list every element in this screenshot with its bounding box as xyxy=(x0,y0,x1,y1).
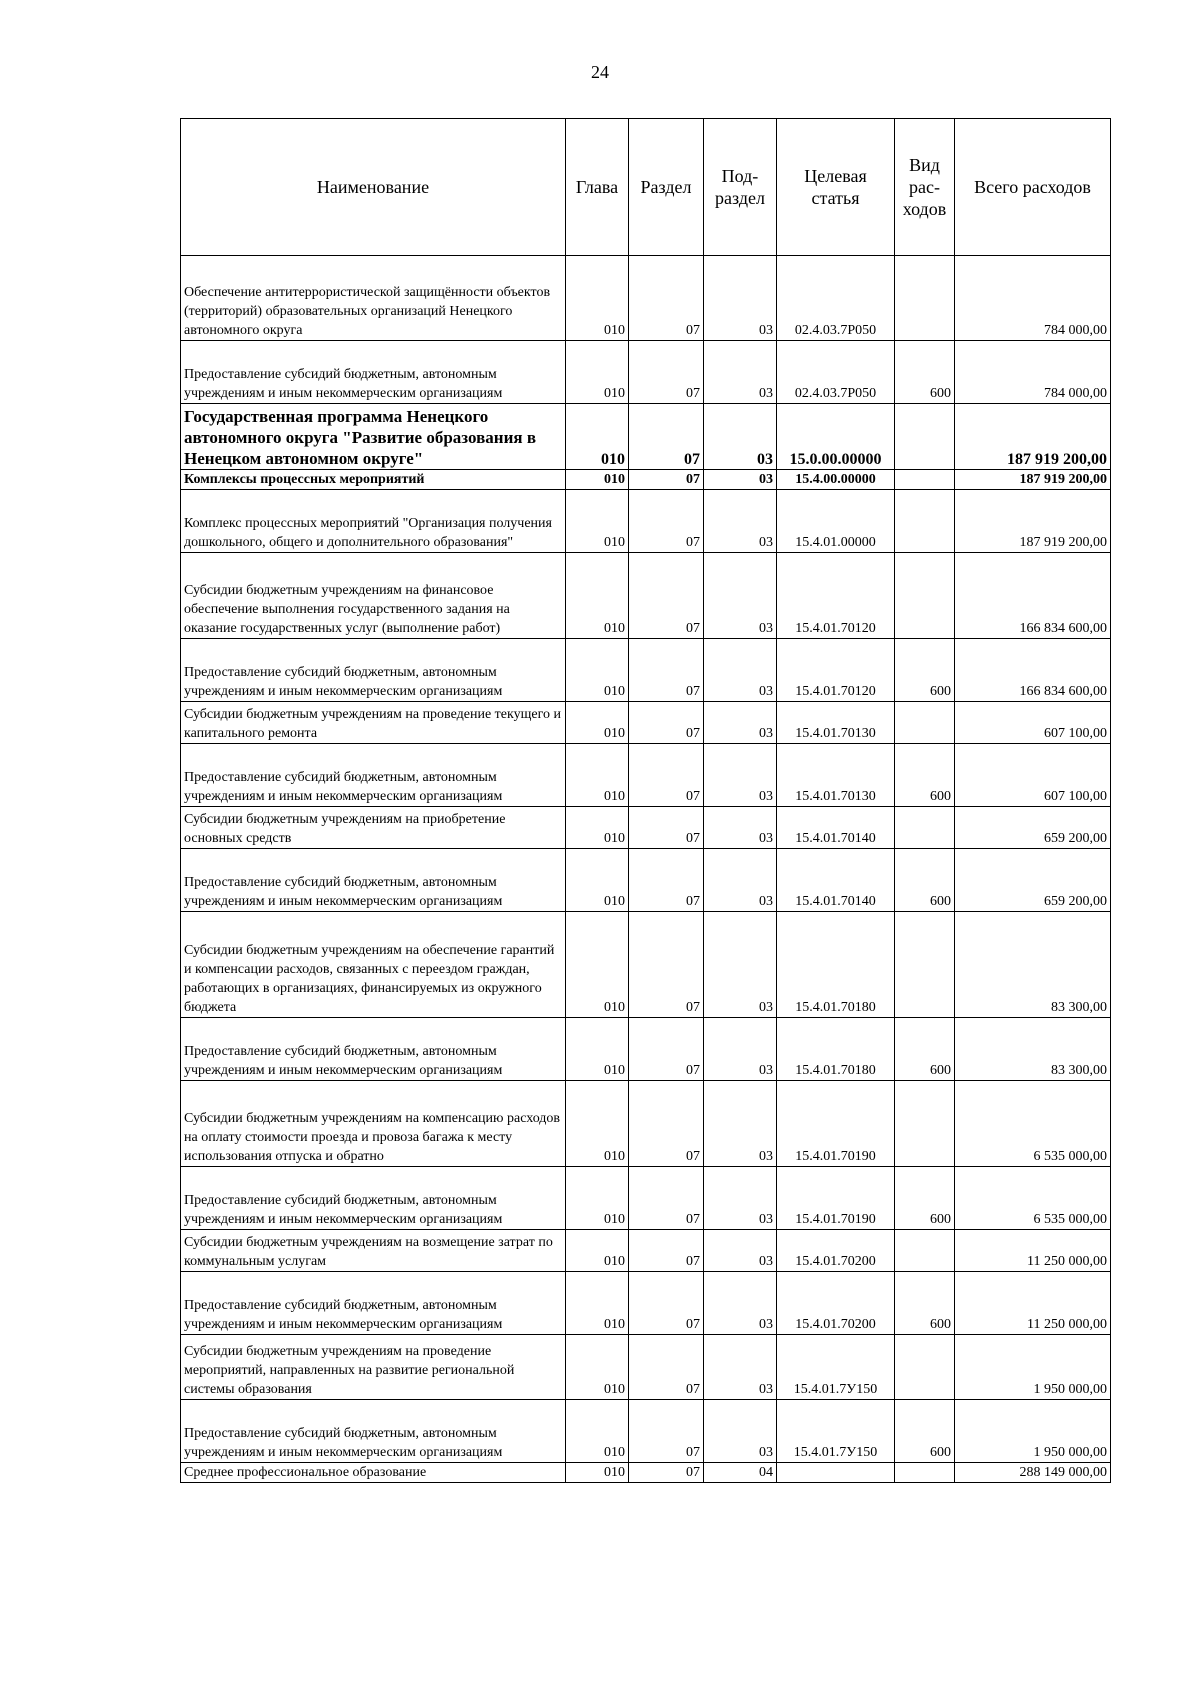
row-name: Субсидии бюджетным учреждениям на возмещение затрат по коммунальным услугам xyxy=(181,1230,566,1272)
row-kind: 600 xyxy=(895,1272,955,1335)
row-chapter: 010 xyxy=(566,404,629,470)
row-name: Предоставление субсидий бюджетным, автономным учреждениям и иным некоммерческим организациям xyxy=(181,1400,566,1463)
row-kind: 600 xyxy=(895,1167,955,1230)
table-row xyxy=(181,1400,1111,1463)
row-chapter: 010 xyxy=(566,490,629,553)
header-total: Всего расходов xyxy=(955,119,1111,256)
table-row xyxy=(181,1335,1111,1400)
row-kind xyxy=(895,807,955,849)
row-target: 15.4.01.70180 xyxy=(777,912,895,1018)
row-subsection: 03 xyxy=(704,404,777,470)
row-chapter: 010 xyxy=(566,256,629,341)
table-row xyxy=(181,1463,1111,1483)
row-kind: 600 xyxy=(895,341,955,404)
row-target: 02.4.03.7Р050 xyxy=(777,256,895,341)
row-total: 659 200,00 xyxy=(955,807,1111,849)
row-section: 07 xyxy=(629,639,704,702)
row-total: 187 919 200,00 xyxy=(955,404,1111,470)
row-name: Предоставление субсидий бюджетным, автономным учреждениям и иным некоммерческим организациям xyxy=(181,1167,566,1230)
row-kind: 600 xyxy=(895,1400,955,1463)
row-target: 15.4.01.70140 xyxy=(777,849,895,912)
table-header-row xyxy=(181,119,1111,256)
row-name: Государственная программа Ненецкого автономного округа "Развитие образования в Ненецком автономном округе" xyxy=(181,404,566,470)
row-target: 02.4.03.7Р050 xyxy=(777,341,895,404)
header-subsection: Под-раздел xyxy=(704,119,777,256)
row-target: 15.4.01.70140 xyxy=(777,807,895,849)
row-chapter: 010 xyxy=(566,912,629,1018)
row-name: Комплексы процессных мероприятий xyxy=(181,470,566,490)
row-kind xyxy=(895,553,955,639)
row-section: 07 xyxy=(629,744,704,807)
row-name: Среднее профессиональное образование xyxy=(181,1463,566,1483)
row-chapter: 010 xyxy=(566,1081,629,1167)
row-kind xyxy=(895,1463,955,1483)
row-section: 07 xyxy=(629,1018,704,1081)
row-subsection: 03 xyxy=(704,1272,777,1335)
header-name: Наименование xyxy=(181,119,566,256)
row-subsection: 03 xyxy=(704,1081,777,1167)
row-target: 15.4.00.00000 xyxy=(777,470,895,490)
row-name: Предоставление субсидий бюджетным, автономным учреждениям и иным некоммерческим организациям xyxy=(181,1272,566,1335)
table-row xyxy=(181,1018,1111,1081)
row-chapter: 010 xyxy=(566,744,629,807)
row-section: 07 xyxy=(629,490,704,553)
row-total: 607 100,00 xyxy=(955,744,1111,807)
row-target xyxy=(777,1463,895,1483)
table-row xyxy=(181,849,1111,912)
row-chapter: 010 xyxy=(566,341,629,404)
row-total: 11 250 000,00 xyxy=(955,1230,1111,1272)
row-kind xyxy=(895,912,955,1018)
row-chapter: 010 xyxy=(566,639,629,702)
table-row xyxy=(181,256,1111,341)
row-name: Предоставление субсидий бюджетным, автономным учреждениям и иным некоммерческим организациям xyxy=(181,639,566,702)
row-kind xyxy=(895,1335,955,1400)
row-kind: 600 xyxy=(895,744,955,807)
row-section: 07 xyxy=(629,702,704,744)
row-name: Субсидии бюджетным учреждениям на проведение текущего и капитального ремонта xyxy=(181,702,566,744)
row-target: 15.4.01.70180 xyxy=(777,1018,895,1081)
row-name: Субсидии бюджетным учреждениям на финансовое обеспечение выполнения государственного задания на оказание государственных услуг (выполнение работ) xyxy=(181,553,566,639)
row-target: 15.4.01.70200 xyxy=(777,1230,895,1272)
row-section: 07 xyxy=(629,470,704,490)
row-kind xyxy=(895,1081,955,1167)
row-subsection: 03 xyxy=(704,553,777,639)
row-target: 15.4.01.70200 xyxy=(777,1272,895,1335)
row-subsection: 03 xyxy=(704,1230,777,1272)
row-subsection: 03 xyxy=(704,490,777,553)
row-total: 784 000,00 xyxy=(955,341,1111,404)
table-row xyxy=(181,639,1111,702)
table-row xyxy=(181,702,1111,744)
row-target: 15.4.01.70130 xyxy=(777,702,895,744)
page-number: 24 xyxy=(591,62,609,82)
budget-table xyxy=(180,118,1111,1483)
row-name: Субсидии бюджетным учреждениям на проведение мероприятий, направленных на развитие региональной системы образования xyxy=(181,1335,566,1400)
row-total: 784 000,00 xyxy=(955,256,1111,341)
row-total: 83 300,00 xyxy=(955,912,1111,1018)
header-chapter: Глава xyxy=(566,119,629,256)
row-kind xyxy=(895,1230,955,1272)
row-total: 6 535 000,00 xyxy=(955,1081,1111,1167)
row-section: 07 xyxy=(629,1167,704,1230)
row-name: Предоставление субсидий бюджетным, автономным учреждениям и иным некоммерческим организациям xyxy=(181,341,566,404)
row-subsection: 03 xyxy=(704,470,777,490)
table-row xyxy=(181,807,1111,849)
row-total: 607 100,00 xyxy=(955,702,1111,744)
row-target: 15.4.01.70120 xyxy=(777,553,895,639)
row-total: 11 250 000,00 xyxy=(955,1272,1111,1335)
row-chapter: 010 xyxy=(566,470,629,490)
row-section: 07 xyxy=(629,912,704,1018)
row-section: 07 xyxy=(629,553,704,639)
row-subsection: 03 xyxy=(704,1018,777,1081)
row-total: 83 300,00 xyxy=(955,1018,1111,1081)
row-chapter: 010 xyxy=(566,1463,629,1483)
row-name: Предоставление субсидий бюджетным, автономным учреждениям и иным некоммерческим организациям xyxy=(181,849,566,912)
row-subsection: 04 xyxy=(704,1463,777,1483)
row-subsection: 03 xyxy=(704,1335,777,1400)
table-row xyxy=(181,1272,1111,1335)
row-chapter: 010 xyxy=(566,1018,629,1081)
table-row xyxy=(181,1230,1111,1272)
row-subsection: 03 xyxy=(704,639,777,702)
header-section: Раздел xyxy=(629,119,704,256)
row-total: 288 149 000,00 xyxy=(955,1463,1111,1483)
row-name: Предоставление субсидий бюджетным, автономным учреждениям и иным некоммерческим организациям xyxy=(181,1018,566,1081)
row-section: 07 xyxy=(629,1335,704,1400)
table-row xyxy=(181,490,1111,553)
row-total: 1 950 000,00 xyxy=(955,1335,1111,1400)
row-kind xyxy=(895,256,955,341)
row-subsection: 03 xyxy=(704,702,777,744)
row-kind xyxy=(895,490,955,553)
row-name: Субсидии бюджетным учреждениям на приобретение основных средств xyxy=(181,807,566,849)
table-row xyxy=(181,912,1111,1018)
row-target: 15.4.01.70130 xyxy=(777,744,895,807)
row-kind: 600 xyxy=(895,849,955,912)
row-total: 1 950 000,00 xyxy=(955,1400,1111,1463)
row-chapter: 010 xyxy=(566,1272,629,1335)
row-kind xyxy=(895,404,955,470)
row-total: 187 919 200,00 xyxy=(955,490,1111,553)
row-subsection: 03 xyxy=(704,1400,777,1463)
row-chapter: 010 xyxy=(566,1167,629,1230)
row-subsection: 03 xyxy=(704,341,777,404)
row-subsection: 03 xyxy=(704,1167,777,1230)
row-section: 07 xyxy=(629,341,704,404)
row-chapter: 010 xyxy=(566,807,629,849)
row-chapter: 010 xyxy=(566,702,629,744)
row-target: 15.4.01.70120 xyxy=(777,639,895,702)
row-target: 15.0.00.00000 xyxy=(777,404,895,470)
row-subsection: 03 xyxy=(704,807,777,849)
row-section: 07 xyxy=(629,1272,704,1335)
row-kind xyxy=(895,470,955,490)
row-target: 15.4.01.7У150 xyxy=(777,1400,895,1463)
row-section: 07 xyxy=(629,256,704,341)
row-chapter: 010 xyxy=(566,1230,629,1272)
row-total: 6 535 000,00 xyxy=(955,1167,1111,1230)
row-kind: 600 xyxy=(895,639,955,702)
row-total: 659 200,00 xyxy=(955,849,1111,912)
row-total: 187 919 200,00 xyxy=(955,470,1111,490)
row-section: 07 xyxy=(629,1230,704,1272)
row-name: Субсидии бюджетным учреждениям на компенсацию расходов на оплату стоимости проезда и провоза багажа к месту использования отпуска и обратно xyxy=(181,1081,566,1167)
header-kind: Вид рас-ходов xyxy=(895,119,955,256)
row-kind xyxy=(895,702,955,744)
table-row xyxy=(181,1081,1111,1167)
row-name: Предоставление субсидий бюджетным, автономным учреждениям и иным некоммерческим организациям xyxy=(181,744,566,807)
row-chapter: 010 xyxy=(566,1335,629,1400)
row-target: 15.4.01.70190 xyxy=(777,1167,895,1230)
row-section: 07 xyxy=(629,1400,704,1463)
row-chapter: 010 xyxy=(566,1400,629,1463)
row-subsection: 03 xyxy=(704,744,777,807)
table-row xyxy=(181,404,1111,470)
row-section: 07 xyxy=(629,807,704,849)
row-subsection: 03 xyxy=(704,849,777,912)
row-total: 166 834 600,00 xyxy=(955,553,1111,639)
row-target: 15.4.01.7У150 xyxy=(777,1335,895,1400)
header-target: Целевая статья xyxy=(777,119,895,256)
table-row xyxy=(181,553,1111,639)
row-subsection: 03 xyxy=(704,256,777,341)
row-section: 07 xyxy=(629,1081,704,1167)
table-row xyxy=(181,341,1111,404)
row-total: 166 834 600,00 xyxy=(955,639,1111,702)
row-target: 15.4.01.00000 xyxy=(777,490,895,553)
table-row xyxy=(181,744,1111,807)
row-name: Обеспечение антитеррористической защищённости объектов (территорий) образовательных организаций Ненецкого автономного округа xyxy=(181,256,566,341)
row-target: 15.4.01.70190 xyxy=(777,1081,895,1167)
row-name: Комплекс процессных мероприятий "Организация получения дошкольного, общего и дополнительного образования" xyxy=(181,490,566,553)
row-chapter: 010 xyxy=(566,849,629,912)
table-row xyxy=(181,470,1111,490)
row-subsection: 03 xyxy=(704,912,777,1018)
row-name: Субсидии бюджетным учреждениям на обеспечение гарантий и компенсации расходов, связанных с переездом граждан, работающих в организациях, финансируемых из окружного бюджета xyxy=(181,912,566,1018)
table-row xyxy=(181,1167,1111,1230)
row-section: 07 xyxy=(629,404,704,470)
row-section: 07 xyxy=(629,849,704,912)
row-chapter: 010 xyxy=(566,553,629,639)
row-section: 07 xyxy=(629,1463,704,1483)
row-kind: 600 xyxy=(895,1018,955,1081)
